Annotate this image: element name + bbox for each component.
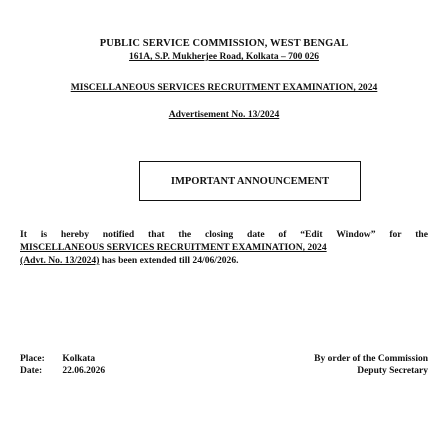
place-date-block bbox=[20, 353, 105, 377]
notice-line-3 bbox=[20, 254, 428, 267]
place-row bbox=[20, 353, 105, 365]
notice-exam-name: MISCELLANEOUS SERVICES RECRUITMENT EXAMINATION, 2024 bbox=[20, 242, 327, 253]
notice-extension-text: has been extended till 24/06/2026. bbox=[99, 255, 239, 266]
order-text: By order of the Commission bbox=[314, 354, 428, 364]
announcement-heading-box bbox=[139, 161, 361, 201]
place-value: Kolkata bbox=[62, 354, 96, 364]
notice-body bbox=[20, 228, 428, 267]
date-row bbox=[20, 365, 105, 377]
date-label: Date: bbox=[20, 366, 43, 376]
notice-line-1: It is hereby notified that the closing date of “Edit Window” for the bbox=[20, 229, 428, 240]
notice-advt-reference: (Advt. No. 13/2024) bbox=[20, 255, 100, 266]
organization-name: PUBLIC SERVICE COMMISSION, WEST BENGAL bbox=[99, 38, 349, 49]
place-label: Place: bbox=[20, 354, 45, 364]
announcement-heading: IMPORTANT ANNOUNCEMENT bbox=[170, 175, 330, 187]
organization-address: 161A, S.P. Mukherjee Road, Kolkata – 700 026 bbox=[129, 52, 319, 62]
exam-title: MISCELLANEOUS SERVICES RECRUITMENT EXAMINATION, 2024 bbox=[70, 82, 378, 93]
signoff-block bbox=[314, 353, 428, 377]
advertisement-number: Advertisement No. 13/2024 bbox=[168, 109, 280, 120]
signatory-title: Deputy Secretary bbox=[357, 366, 428, 376]
date-value: 22.06.2026 bbox=[62, 366, 106, 376]
